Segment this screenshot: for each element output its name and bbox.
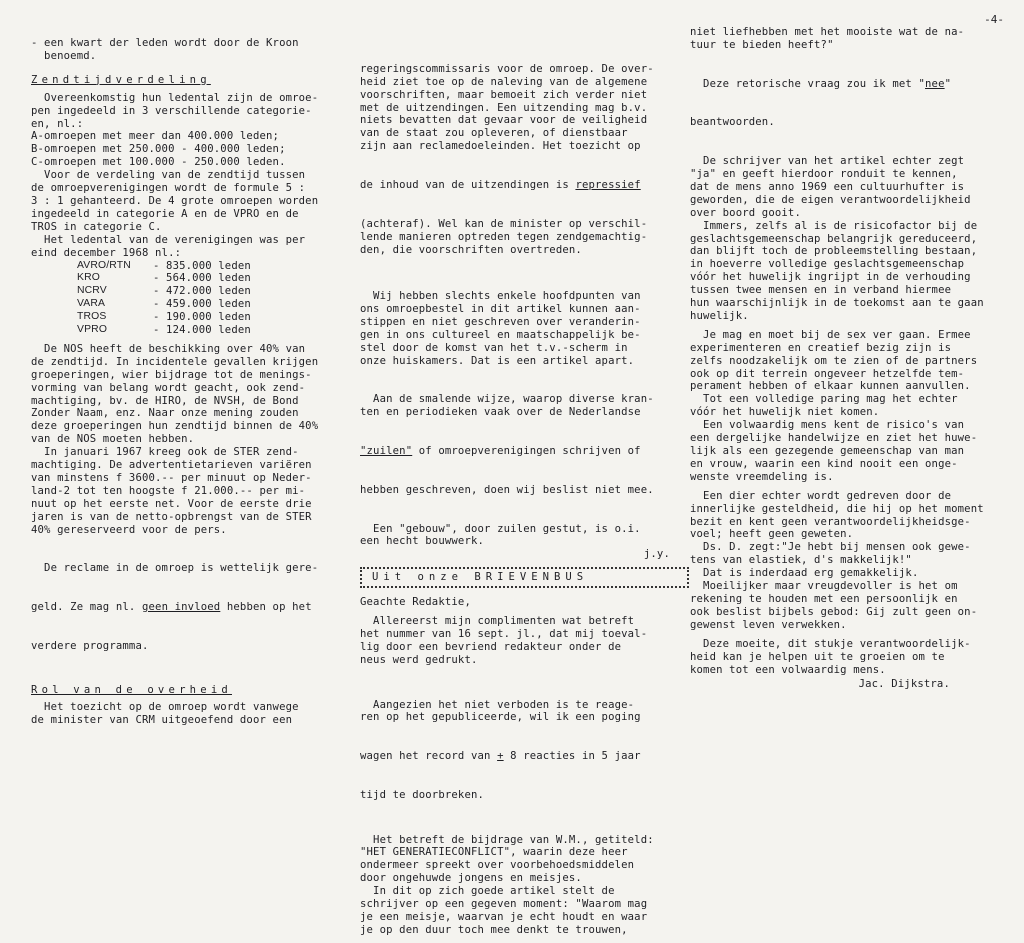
table-row: [77, 311, 251, 324]
text-line: benoemd.: [31, 49, 97, 62]
nee-underlined: nee: [925, 77, 945, 90]
retorisch-text: Deze retorische vraag zou ik met ": [690, 77, 926, 90]
text-line: en, nl.:: [31, 117, 84, 130]
text-line: hun waarschijnlijk in de toekomst aan te gaan: [690, 297, 984, 310]
intro-paragraph: [31, 37, 341, 63]
text-line: in hoeverre volledige geslachtsgemeenschap: [690, 258, 965, 271]
text-line: dat de mens anno 1969 een cultuurhufter is: [690, 180, 965, 193]
text-line: zijn aan reclamedoeleinden. Het toezicht op: [360, 140, 641, 153]
column-2: [360, 37, 680, 943]
text-line: neus werd gedrukt.: [360, 653, 478, 666]
text-line: Dat is inderdaad erg gemakkelijk.: [690, 567, 919, 580]
text-line: Een "gebouw", door zuilen gestut, is o.i.: [360, 522, 641, 535]
text-line: vóór het huwelijk ingrijpt in de verhouding: [690, 271, 971, 284]
text-line: 40% gereserveerd voor de pers.: [31, 523, 227, 536]
text-line: (achteraf). Wel kan de minister op verschil-: [360, 217, 648, 230]
text-line: bezit en kent geen verantwoordelijkheidsge-: [690, 515, 971, 528]
member-count: - 564.000 leden: [153, 272, 251, 285]
text-line: Je mag en moet bij de sex ver gaan. Ermee: [690, 328, 971, 341]
paragraph-generatieconflict: [360, 834, 680, 886]
text-line: een hecht bouwwerk.: [360, 535, 485, 548]
text-line: van de staat zou opleveren, of dienstbaar: [360, 127, 628, 140]
member-count: - 459.000 leden: [153, 298, 251, 311]
text-line: tens van elastiek, d's makkelijk!": [690, 554, 912, 567]
text-line: tijd te doorbreken.: [360, 788, 485, 801]
text-line: voorschriften, maar bemoeit zich verder niet: [360, 88, 648, 101]
text-line: De schrijver van het artikel echter zegt: [690, 155, 965, 168]
retorisch-end: ": [944, 77, 952, 90]
text-line: De NOS heeft de beschikking over 40% van: [31, 342, 306, 355]
text-line: de omroepverenigingen wordt de formule 5 :: [31, 182, 306, 195]
text-line: je een meisje, waarvan je echt houdt en waar: [360, 911, 648, 923]
paragraph-zuilen: [360, 368, 680, 523]
paragraph-immers: [690, 220, 990, 323]
text-line: Wij hebben slechts enkele hoofdpunten van: [360, 290, 641, 303]
text-line: lijk als een gezegende gemeenschap van man: [690, 445, 965, 457]
text-line: over boord gooit.: [690, 206, 801, 219]
record-line: [360, 750, 680, 763]
paragraph-reclame: [31, 537, 341, 679]
paragraph-reageren: [360, 673, 680, 828]
text-line: niet liefhebben met het mooiste wat de na-: [690, 26, 965, 38]
text-line: In januari 1967 kreeg ook de STER zend-: [31, 446, 299, 459]
zuilen-lines-c: [360, 484, 680, 497]
text-line: vorming van belang wordt geacht, ook zend-: [31, 381, 306, 394]
text-line: gen in ons cultureel en maatschappelijk be-: [360, 328, 641, 341]
table-row: [77, 260, 251, 273]
zuilen-lines-a: [360, 393, 680, 419]
text-line: de minister van CRM uitgeoefend door een: [31, 714, 293, 727]
reclame-line-3: verdere programma.: [31, 639, 149, 652]
text-line: vóór het huwelijk niet komen.: [690, 406, 880, 419]
retorisch-line: [690, 78, 990, 91]
brievenbus-heading: Uit onze BRIEVENBUS: [360, 567, 689, 588]
text-line: het nummer van 16 sept. jl., dat mij toeval-: [360, 627, 648, 640]
text-line: en vrouw, waarin een kind nooit een onge-: [690, 457, 958, 470]
member-name: NCRV: [77, 285, 107, 297]
text-line: niets bevatten dat gevaar voor de veiligheid: [360, 114, 648, 127]
reageren-lines-c: [360, 789, 680, 802]
text-line: experimenteren en creatief bezig zijn is: [690, 341, 952, 354]
text-line: ingedeeld in categorie A en de VPRO en de: [31, 207, 299, 220]
membership-table: [77, 260, 251, 337]
text-line: stippen en niet geschreven over veranderin-: [360, 316, 641, 329]
text-line: lende manieren optreden tegen zendgemachtig-: [360, 230, 648, 243]
achteraf-lines: [360, 218, 680, 257]
text-line: heid ziet toe op de naleving van de algemene: [360, 75, 648, 88]
signature-jac-dijkstra: Jac. Dijkstra.: [858, 678, 950, 691]
text-line: Een dier echter wordt gedreven door de: [690, 489, 952, 502]
paragraph-ds-d: [690, 541, 990, 567]
text-line: Een volwaardig mens kent de risico's van: [690, 419, 965, 432]
member-name: KRO: [77, 272, 100, 284]
text-line: land-2 tot ten hoogste f 21.000.-- per mi-: [31, 484, 306, 497]
paragraph-sex: [690, 329, 990, 394]
text-line: Overeenkomstig hun ledental zijn de omroe-: [31, 91, 319, 104]
paragraph-formula: [31, 169, 341, 234]
text-line: 3 : 1 gehanteerd. De 4 grote omroepen worden: [31, 194, 319, 207]
text-line: Aangezien het niet verboden is te reage-: [360, 698, 635, 711]
text-line: met de uitzendingen. Een uitzending mag b.v.: [360, 101, 648, 114]
text-line: Voor de verdeling van de zendtijd tussen: [31, 169, 306, 182]
text-line: door ongehuwde jongens en meisjes.: [360, 872, 582, 885]
paragraph-membership-intro: [31, 234, 341, 260]
paragraph-gemakkelijk: [690, 567, 990, 580]
text-line: lig door een bevriend redakteur onder de: [360, 640, 622, 653]
text-line: Moeilijker maar vreugdevoller is het om: [690, 580, 958, 593]
repressief-line: [360, 179, 680, 192]
text-line: den, die voorschriften overtreden.: [360, 243, 582, 256]
text-line: innerlijke gesteldheid, die hij op het moment: [690, 502, 984, 515]
text-line: geworden, die de eigen verantwoordelijkheid: [690, 193, 971, 206]
text-line: Het betreft de bijdrage van W.M., getiteld:: [360, 833, 654, 846]
paragraph-paring: [690, 393, 990, 419]
text-line: gewenst leven verwekken.: [690, 618, 847, 631]
text-line: jaren is van de netto-opbrengst van de STER: [31, 510, 312, 523]
text-line: ook op dit terrein ongeveer hetzelfde tem-: [690, 367, 965, 380]
member-count: - 472.000 leden: [153, 285, 251, 298]
text-line: Immers, zelfs al is de risicofactor bij de: [690, 219, 978, 232]
text-line: machtiging, bv. de HIRO, de NVSH, de Bond: [31, 394, 299, 407]
member-count: - 835.000 leden: [153, 259, 251, 272]
paragraph-complimenten: [360, 615, 680, 667]
text-line: ondermeer spreekt over voorbehoedsmiddelen: [360, 859, 635, 872]
text-line: onze huiskamers. Dat is een artikel apart.: [360, 354, 635, 367]
text-line: rekening te houden met een persoonlijk en: [690, 592, 958, 605]
member-name: TROS: [77, 311, 107, 323]
text-line: deze groeperingen hun zendtijd binnen de 40%: [31, 420, 319, 433]
zuilen-line: [360, 445, 680, 458]
paragraph-categories: [31, 92, 341, 169]
salutation: Geachte Redaktie,: [360, 596, 471, 609]
repressief-underlined: repressief: [575, 178, 641, 191]
record-text-a: wagen het record van: [360, 750, 498, 763]
table-row: [77, 324, 251, 337]
column-3: [690, 10, 990, 691]
text-line: eind december 1968 nl.:: [31, 246, 182, 259]
text-line: groeperingen, wier bijdrage tot de menings-: [31, 368, 312, 381]
reclame-line-2: [31, 601, 341, 614]
member-name: AVRO/RTN: [77, 259, 131, 271]
member-name: VARA: [77, 298, 106, 310]
text-line: hebben geschreven, doen wij beslist niet mee.: [360, 483, 654, 496]
paragraph-moeilijker: [690, 580, 990, 632]
paragraph-ster: [31, 446, 341, 536]
paragraph-toezicht: [31, 701, 341, 727]
text-line: komen tot een volwaardig mens.: [690, 663, 886, 676]
text-line: Het toezicht op de omroep wordt vanwege: [31, 701, 299, 714]
text-line: In dit op zich goede artikel stelt de: [360, 885, 615, 898]
member-name: VPRO: [77, 324, 108, 336]
text-line: zelfs noodzakelijk om te zien of de partners: [690, 354, 978, 367]
paragraph-moeite: [690, 638, 990, 677]
text-line: huwelijk.: [690, 309, 749, 322]
paragraph-hoofdpunten: [360, 290, 680, 367]
text-line: regeringscommissaris voor de omroep. De over-: [360, 62, 654, 75]
paragraph-schrijver: [690, 155, 990, 220]
text-line: ten en periodieken vaak over de Nederlandse: [360, 406, 641, 419]
text-line: C-omroepen met 100.000 - 250.000 leden.: [31, 156, 286, 169]
text-line: van de NOS moeten hebben.: [31, 433, 195, 446]
record-plus: +: [497, 750, 504, 763]
paragraph-gebouw: [360, 523, 680, 549]
text-line: Allereerst mijn complimenten wat betreft: [360, 615, 635, 628]
text-line: perament hebben of elkaar kunnen aanvullen.: [690, 380, 971, 393]
member-count: - 190.000 leden: [153, 311, 251, 324]
text-line: pen ingedeeld in 3 verschillende categorie-: [31, 104, 312, 117]
heading-rol-van-de-overheid: Rol van de overheid: [31, 683, 232, 696]
text-line: nuut op het eerste net. Voor de eerste drie: [31, 497, 312, 510]
text-line: TROS in categorie C.: [31, 220, 162, 233]
text-line: de zendtijd. In incidentele gevallen krijgen: [31, 355, 319, 368]
text-line: Deze moeite, dit stukje verantwoordelijk-: [690, 637, 971, 650]
repressief-text: de inhoud van de uitzendingen is: [360, 178, 576, 191]
text-line: beantwoorden.: [690, 116, 775, 129]
signature-jy: j.y.: [643, 548, 670, 561]
text-line: ren op het gepubliceerde, wil ik een poging: [360, 711, 641, 724]
table-row: [77, 285, 251, 298]
text-line: - een kwart der leden wordt door de Kroon: [31, 37, 299, 49]
text-line: "ja" en geeft hierdoor ronduit te kennen,: [690, 167, 958, 180]
regering-lines: [360, 63, 680, 153]
text-line: "HET GENERATIECONFLICT", waarin deze heer: [360, 846, 628, 859]
text-line: schrijver op een gegeven moment: "Waarom mag: [360, 898, 648, 911]
text-line: wenste vreemdeling is.: [690, 470, 834, 483]
text-line: Zonder Naam, enz. Naar onze mening zouden: [31, 407, 299, 420]
table-row: [77, 272, 251, 285]
paragraph-regeringscommissaris: [360, 37, 680, 282]
column-1: [31, 37, 341, 733]
paragraph-liefhebben: [690, 26, 990, 52]
paragraph-volwaardig: [690, 419, 990, 484]
text-line: Tot een volledige paring mag het echter: [690, 393, 958, 406]
text-line: tuur te bieden heeft?": [690, 38, 834, 51]
heading-zendtijdverdeling: Zendtijdverdeling: [31, 73, 211, 86]
reclame-line-1: De reclame in de omroep is wettelijk gere-: [31, 562, 319, 575]
paragraph-retorisch: [690, 52, 990, 155]
text-line: dan blijft toch de probleemstelling bestaan,: [690, 245, 978, 258]
text-line: machtiging. De advertentietarieven variëren: [31, 459, 312, 472]
text-line: ook beslist bijbels gebod: Gij zult geen on-: [690, 605, 978, 618]
text-line: tussen twee mensen en in verband hiermee: [690, 284, 952, 297]
reageren-lines-a: [360, 699, 680, 725]
text-line: heid kan je helpen uit te groeien om te: [690, 650, 945, 663]
reclame-underlined: geen invloed: [141, 601, 221, 614]
text-line: ons omroepbestel in dit artikel kunnen aan-: [360, 303, 641, 316]
beantwoorden-line: [690, 116, 990, 129]
paragraph-quote: [360, 885, 680, 937]
text-line: Aan de smalende wijze, waarop diverse kran-: [360, 393, 654, 406]
paragraph-nos: [31, 343, 341, 446]
text-line: stel door de komst van het t.v.-scherm in: [360, 341, 628, 354]
member-count: - 124.000 leden: [153, 324, 251, 337]
table-row: [77, 298, 251, 311]
text-line: geslachtsgemeenschap belangrijk gereduceerd,: [690, 232, 978, 245]
zuilen-rest: of omroepverenigingen schrijven of: [412, 445, 641, 458]
reclame-text-b: hebben op het: [220, 601, 312, 614]
page-number: -4-: [984, 13, 1004, 26]
paragraph-dier: [690, 490, 990, 542]
text-line: een dergelijke handelwijze en ziet het huwe-: [690, 432, 978, 445]
reclame-text-a: geld. Ze mag nl.: [31, 601, 142, 614]
text-line: Ds. D. zegt:"Je hebt bij mensen ook gewe-: [690, 541, 971, 554]
text-line: je op den duur toch mee denkt te trouwen,: [360, 923, 628, 936]
text-line: A-omroepen met meer dan 400.000 leden;: [31, 130, 280, 143]
text-line: Het ledental van de verenigingen was per: [31, 233, 306, 246]
text-line: B-omroepen met 250.000 - 400.000 leden;: [31, 143, 286, 156]
record-text-b: 8 reacties in 5 jaar: [503, 750, 641, 763]
text-line: voel; heeft geen geweten.: [690, 528, 854, 541]
text-line: van minstens f 3600.-- per minuut op Neder-: [31, 472, 312, 484]
zuilen-underlined: "zuilen": [360, 445, 413, 458]
